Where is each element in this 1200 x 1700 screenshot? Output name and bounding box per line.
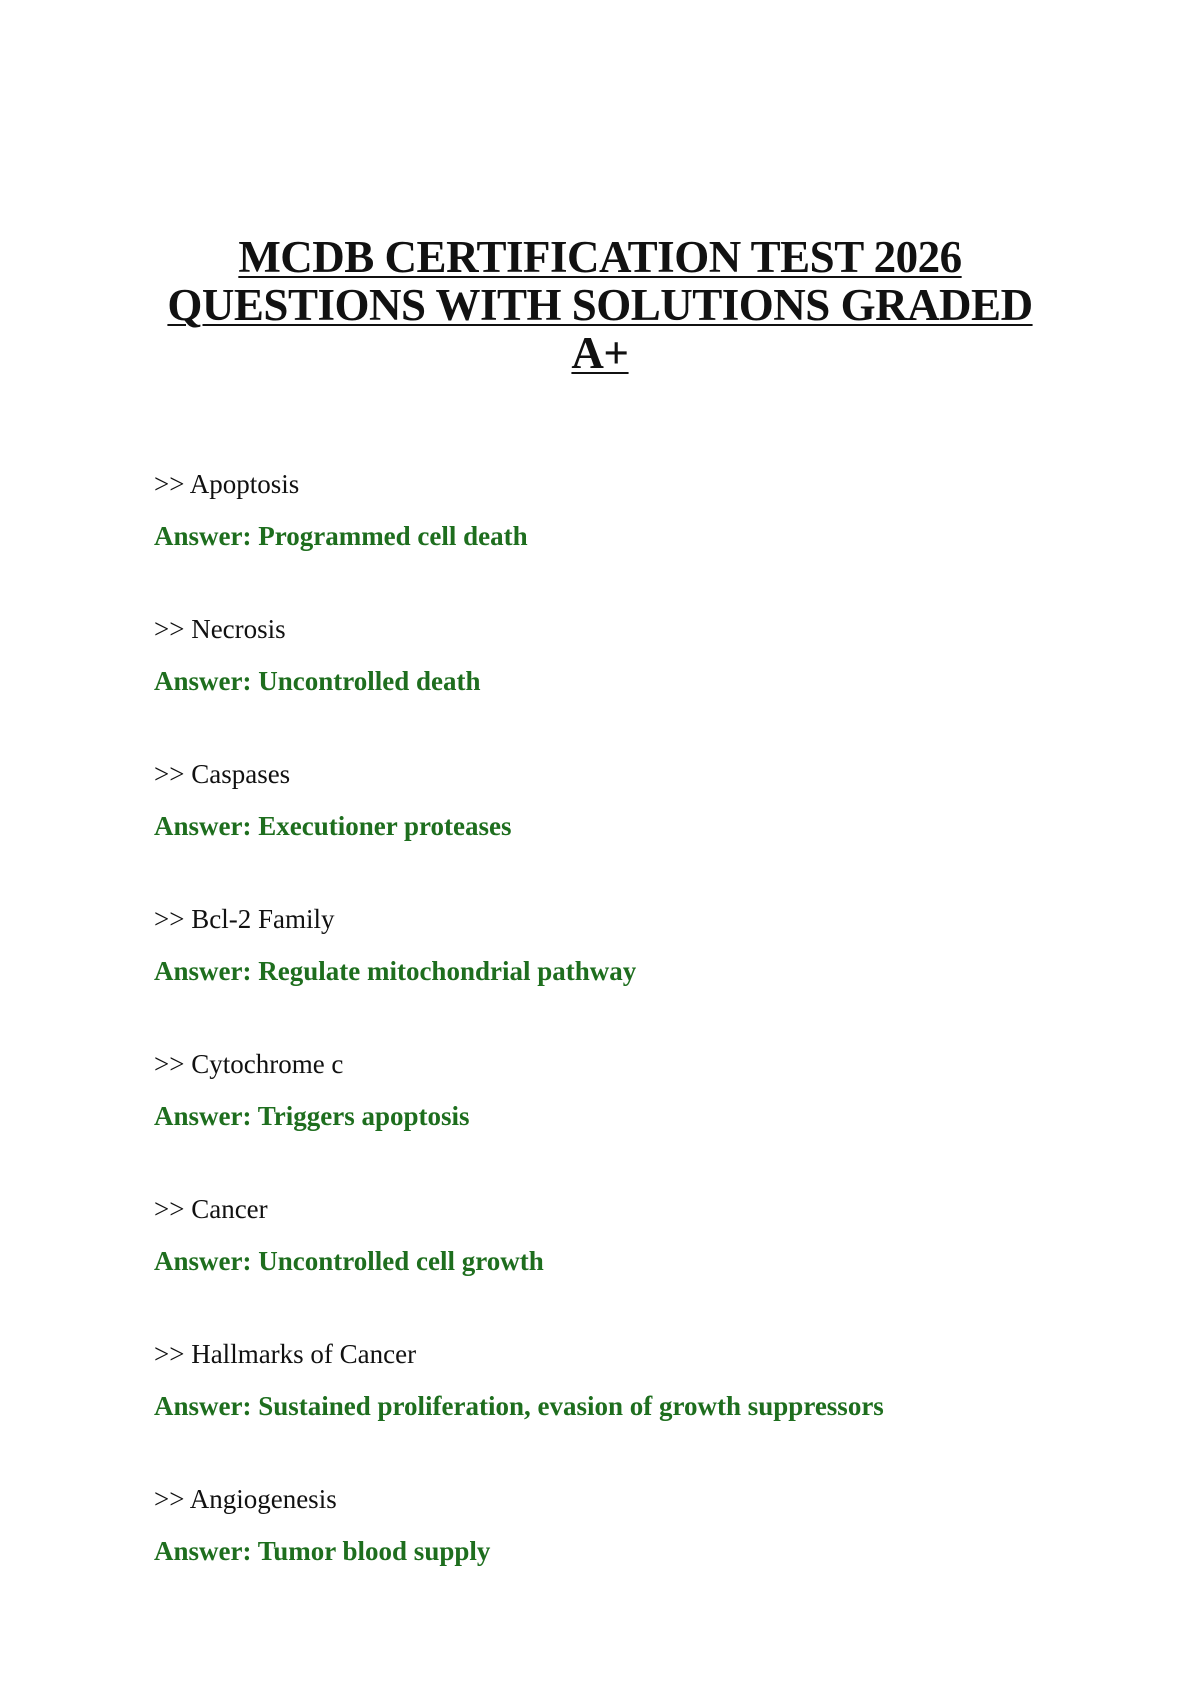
qa-item [154, 468, 1054, 613]
question-text: >> Hallmarks of Cancer [154, 1339, 417, 1369]
qa-list [154, 468, 1054, 1628]
qa-item [154, 1048, 1054, 1193]
qa-item [154, 758, 1054, 903]
question-text: >> Apoptosis [154, 469, 300, 499]
title-line-3: A+ [571, 328, 629, 378]
question-text: >> Cytochrome c [154, 1049, 344, 1079]
answer-text: Answer: Triggers apoptosis [154, 1101, 470, 1131]
question-text: >> Angiogenesis [154, 1484, 337, 1514]
qa-item [154, 1338, 1054, 1483]
title-line-1: MCDB CERTIFICATION TEST 2026 [238, 232, 962, 282]
answer-text: Answer: Executioner proteases [154, 811, 512, 841]
question-text: >> Necrosis [154, 614, 286, 644]
qa-item [154, 903, 1054, 1048]
title-line-2: QUESTIONS WITH SOLUTIONS GRADED [167, 280, 1033, 330]
qa-item [154, 1193, 1054, 1338]
answer-text: Answer: Uncontrolled cell growth [154, 1246, 544, 1276]
question-text: >> Cancer [154, 1194, 268, 1224]
question-text: >> Bcl-2 Family [154, 904, 335, 934]
answer-text: Answer: Regulate mitochondrial pathway [154, 956, 637, 986]
qa-item [154, 1483, 1054, 1628]
answer-text: Answer: Programmed cell death [154, 521, 528, 551]
answer-text: Answer: Uncontrolled death [154, 666, 481, 696]
qa-item [154, 613, 1054, 758]
answer-text: Answer: Tumor blood supply [154, 1536, 491, 1566]
question-text: >> Caspases [154, 759, 291, 789]
answer-text: Answer: Sustained proliferation, evasion of growth suppressors [154, 1391, 884, 1421]
document-title [150, 233, 1050, 377]
